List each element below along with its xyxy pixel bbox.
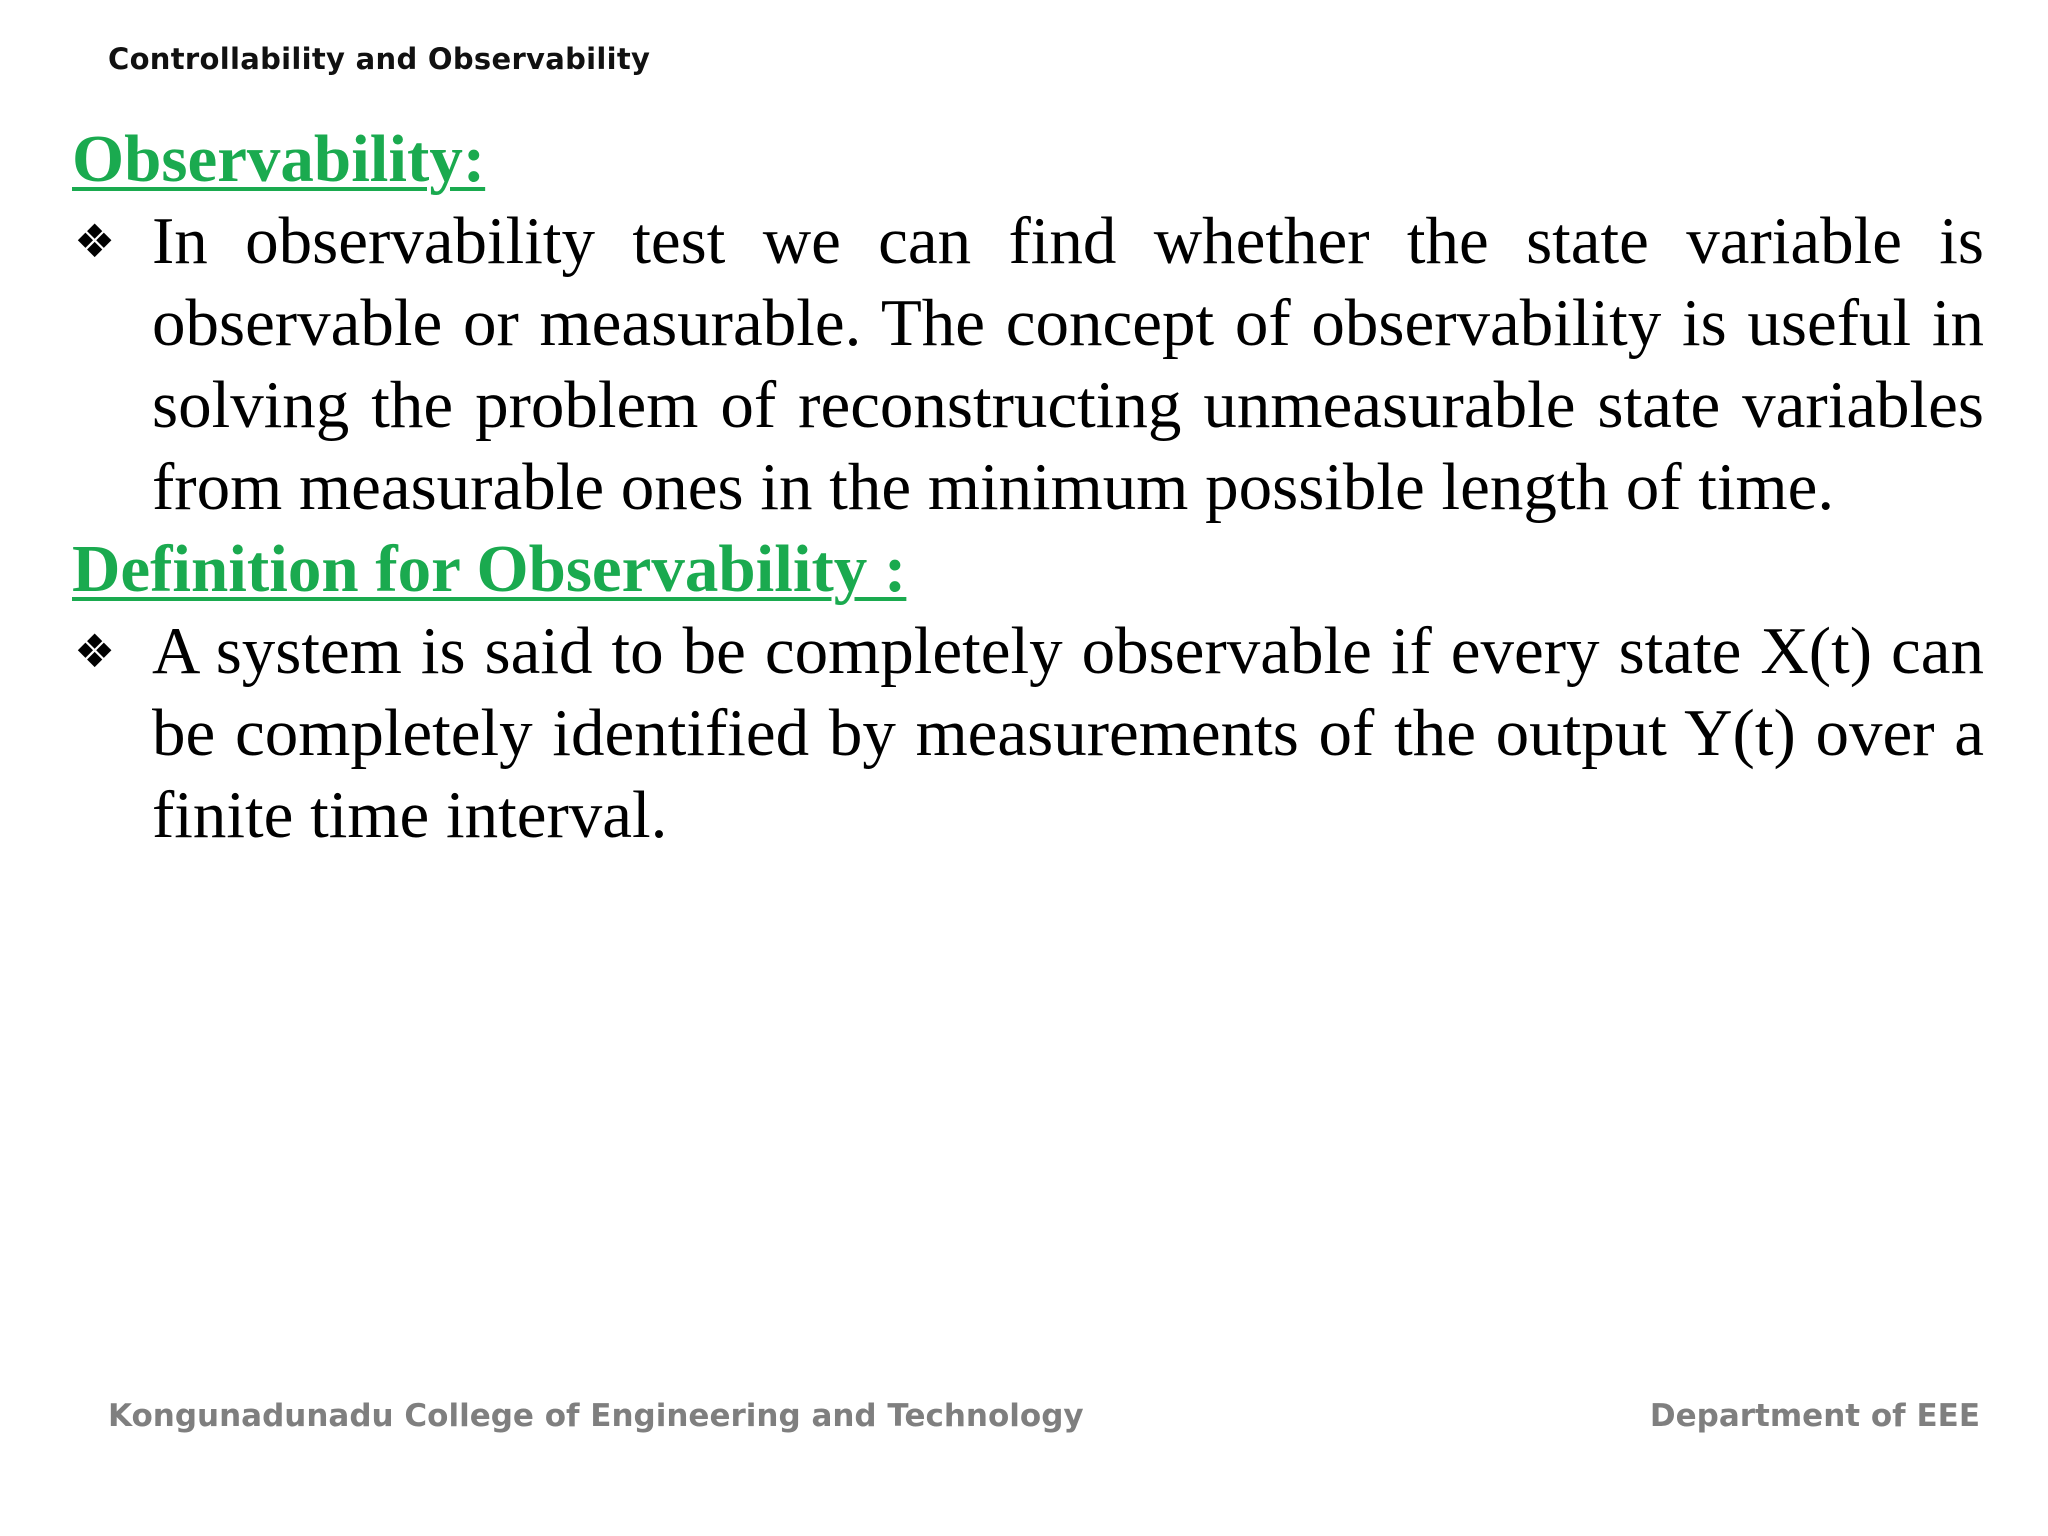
definition-bullet-text: A system is said to be completely observable if every state X(t) can be completely identified by measurements of the output Y(t) over a finite time interval. xyxy=(152,614,1984,852)
slide-content xyxy=(72,118,1984,856)
observability-bullet xyxy=(72,200,1984,528)
definition-heading: Definition for Observability : xyxy=(72,532,907,606)
footer-institution: Kongunadunadu College of Engineering and Technology xyxy=(108,1398,1084,1434)
observability-heading: Observability: xyxy=(72,122,486,196)
definition-bullet xyxy=(72,610,1984,856)
diamond-bullet-icon: ❖ xyxy=(74,214,116,268)
diamond-bullet-icon: ❖ xyxy=(74,624,116,678)
observability-bullet-text: In observability test we can find whether the state variable is observable or measurable. The concept of observability is useful in solving the problem of reconstructing unmeasurable state variables from measurable ones in the minimum possible length of time. xyxy=(152,204,1984,524)
footer-department: Department of EEE xyxy=(1649,1398,1980,1434)
slide-header-title: Controllability and Observability xyxy=(108,42,651,76)
